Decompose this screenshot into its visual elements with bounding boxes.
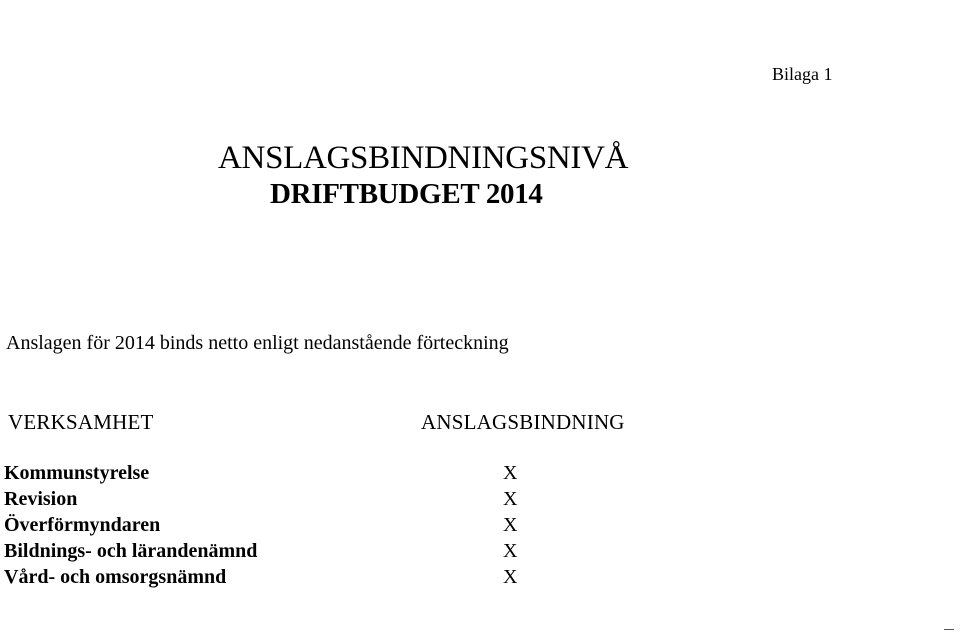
row-mark: X [503, 566, 518, 588]
row-label: Kommunstyrelse [4, 462, 150, 484]
page-title: ANSLAGSBINDNINGSNIVÅ [218, 140, 629, 176]
page-subtitle: DRIFTBUDGET 2014 [270, 178, 543, 210]
row-label: Vård- och omsorgsnämnd [4, 566, 227, 588]
row-label: Överförmyndaren [4, 514, 161, 536]
row-mark: X [503, 514, 518, 536]
column-header-anslagsbindning: ANSLAGSBINDNING [421, 410, 625, 434]
column-header-verksamhet: VERKSAMHET [8, 410, 154, 434]
intro-text: Anslagen för 2014 binds netto enligt nedanstående förteckning [6, 332, 509, 354]
attachment-label: Bilaga 1 [772, 64, 833, 84]
row-label: Bildnings- och lärandenämnd [4, 540, 258, 562]
row-mark: X [503, 488, 518, 510]
row-label: Revision [4, 488, 78, 510]
scan-speck [944, 629, 954, 630]
row-mark: X [503, 540, 518, 562]
row-mark: X [503, 462, 518, 484]
